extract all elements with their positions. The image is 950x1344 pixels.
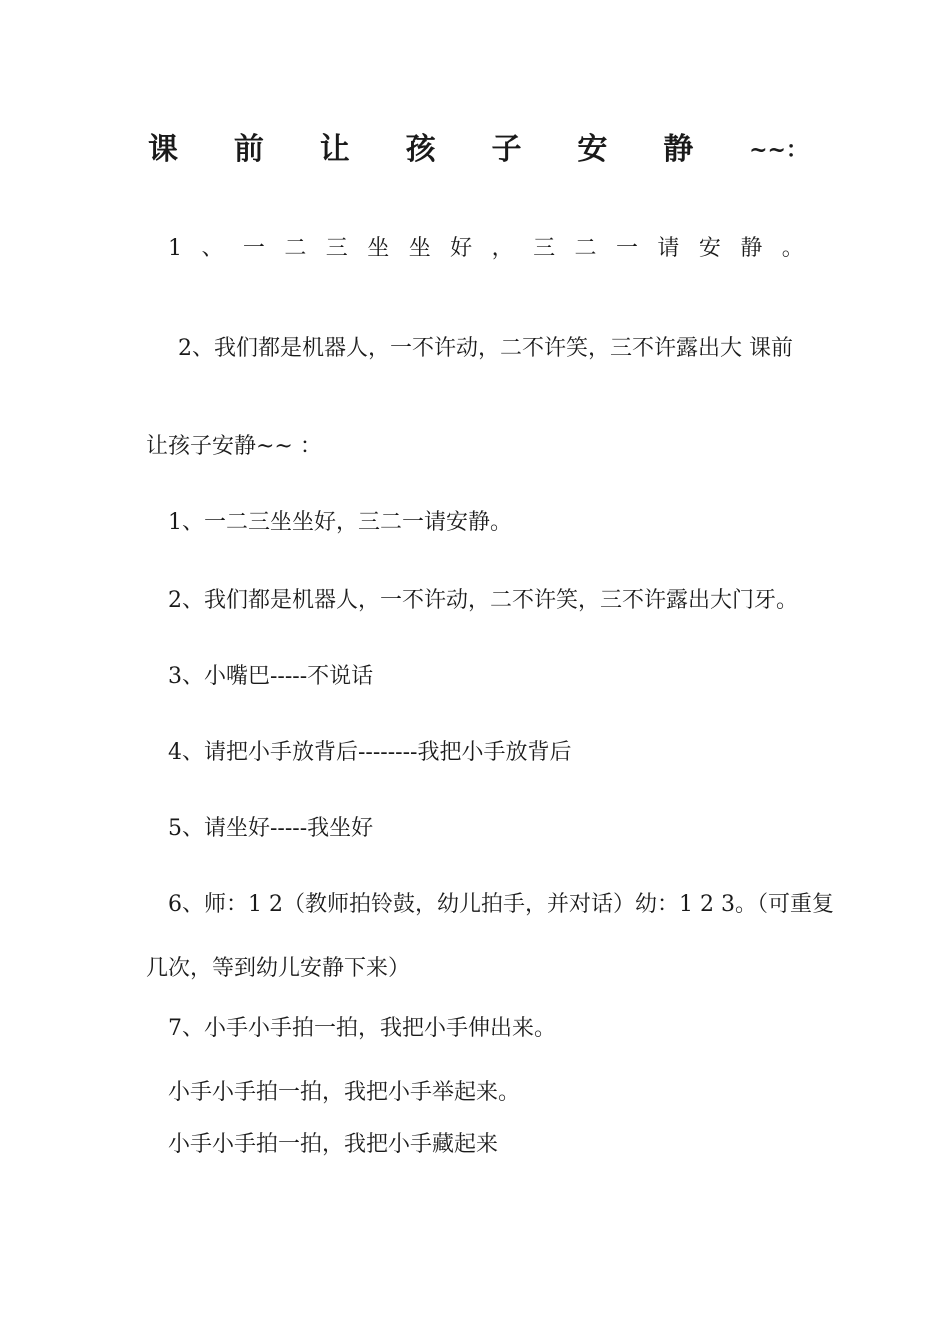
title-char: 课 (148, 132, 178, 167)
line-char: 坐 (408, 236, 431, 261)
title-char: 子 (491, 132, 522, 167)
title-char: 静 (663, 132, 694, 167)
paragraph-line: 小手小手拍一拍，我把小手藏起来 (168, 1132, 499, 1157)
spaced-line-1 (168, 234, 804, 264)
title-char: 让 (319, 132, 350, 167)
line-char: 一 (615, 236, 638, 261)
line-char: 三 (533, 236, 556, 261)
paragraph-line: 3、小嘴巴-----不说话 (168, 664, 374, 689)
line-char: 、 (201, 236, 224, 261)
line-char: 。 (781, 236, 804, 261)
paragraph-line: 4、请把小手放背后--------我把小手放背后 (168, 740, 572, 765)
page-title (148, 130, 808, 170)
line-char: 二 (284, 236, 307, 261)
title-char: 安 (577, 132, 608, 167)
line-char: 坐 (367, 236, 390, 261)
line-char: 三 (325, 236, 348, 261)
line-char: 1 (168, 236, 182, 261)
title-char: 孩 (405, 132, 436, 167)
paragraph-line: 让孩子安静~~ ： (146, 434, 322, 459)
line-char: 一 (242, 236, 265, 261)
paragraph-line: 7、小手小手拍一拍，我把小手伸出来。 (168, 1016, 556, 1041)
paragraph-line: 1、一二三坐坐好，三二一请安静。 (168, 510, 512, 535)
line-char: 静 (740, 236, 763, 261)
paragraph-line: 5、请坐好-----我坐好 (168, 816, 374, 841)
title-char: ~~： (749, 137, 808, 163)
paragraph-line: 6、师：1 2（教师拍铃鼓，幼儿拍手，并对话）幼：1 2 3。（可重复 (168, 892, 834, 917)
paragraph-line: 小手小手拍一拍，我把小手举起来。 (168, 1080, 521, 1105)
line-char: 请 (657, 236, 680, 261)
line-char: 好 (450, 236, 473, 261)
paragraph-line: 2、我们都是机器人，一不许动，二不许笑，三不许露出大 课前 (178, 336, 793, 361)
line-char: ， (491, 236, 514, 261)
paragraph-line: 几次，等到幼儿安静下来） (146, 956, 411, 981)
title-char: 前 (233, 132, 264, 167)
line-char: 安 (698, 236, 721, 261)
line-char: 二 (574, 236, 597, 261)
paragraph-line: 2、我们都是机器人，一不许动，二不许笑，三不许露出大门牙。 (168, 588, 798, 613)
